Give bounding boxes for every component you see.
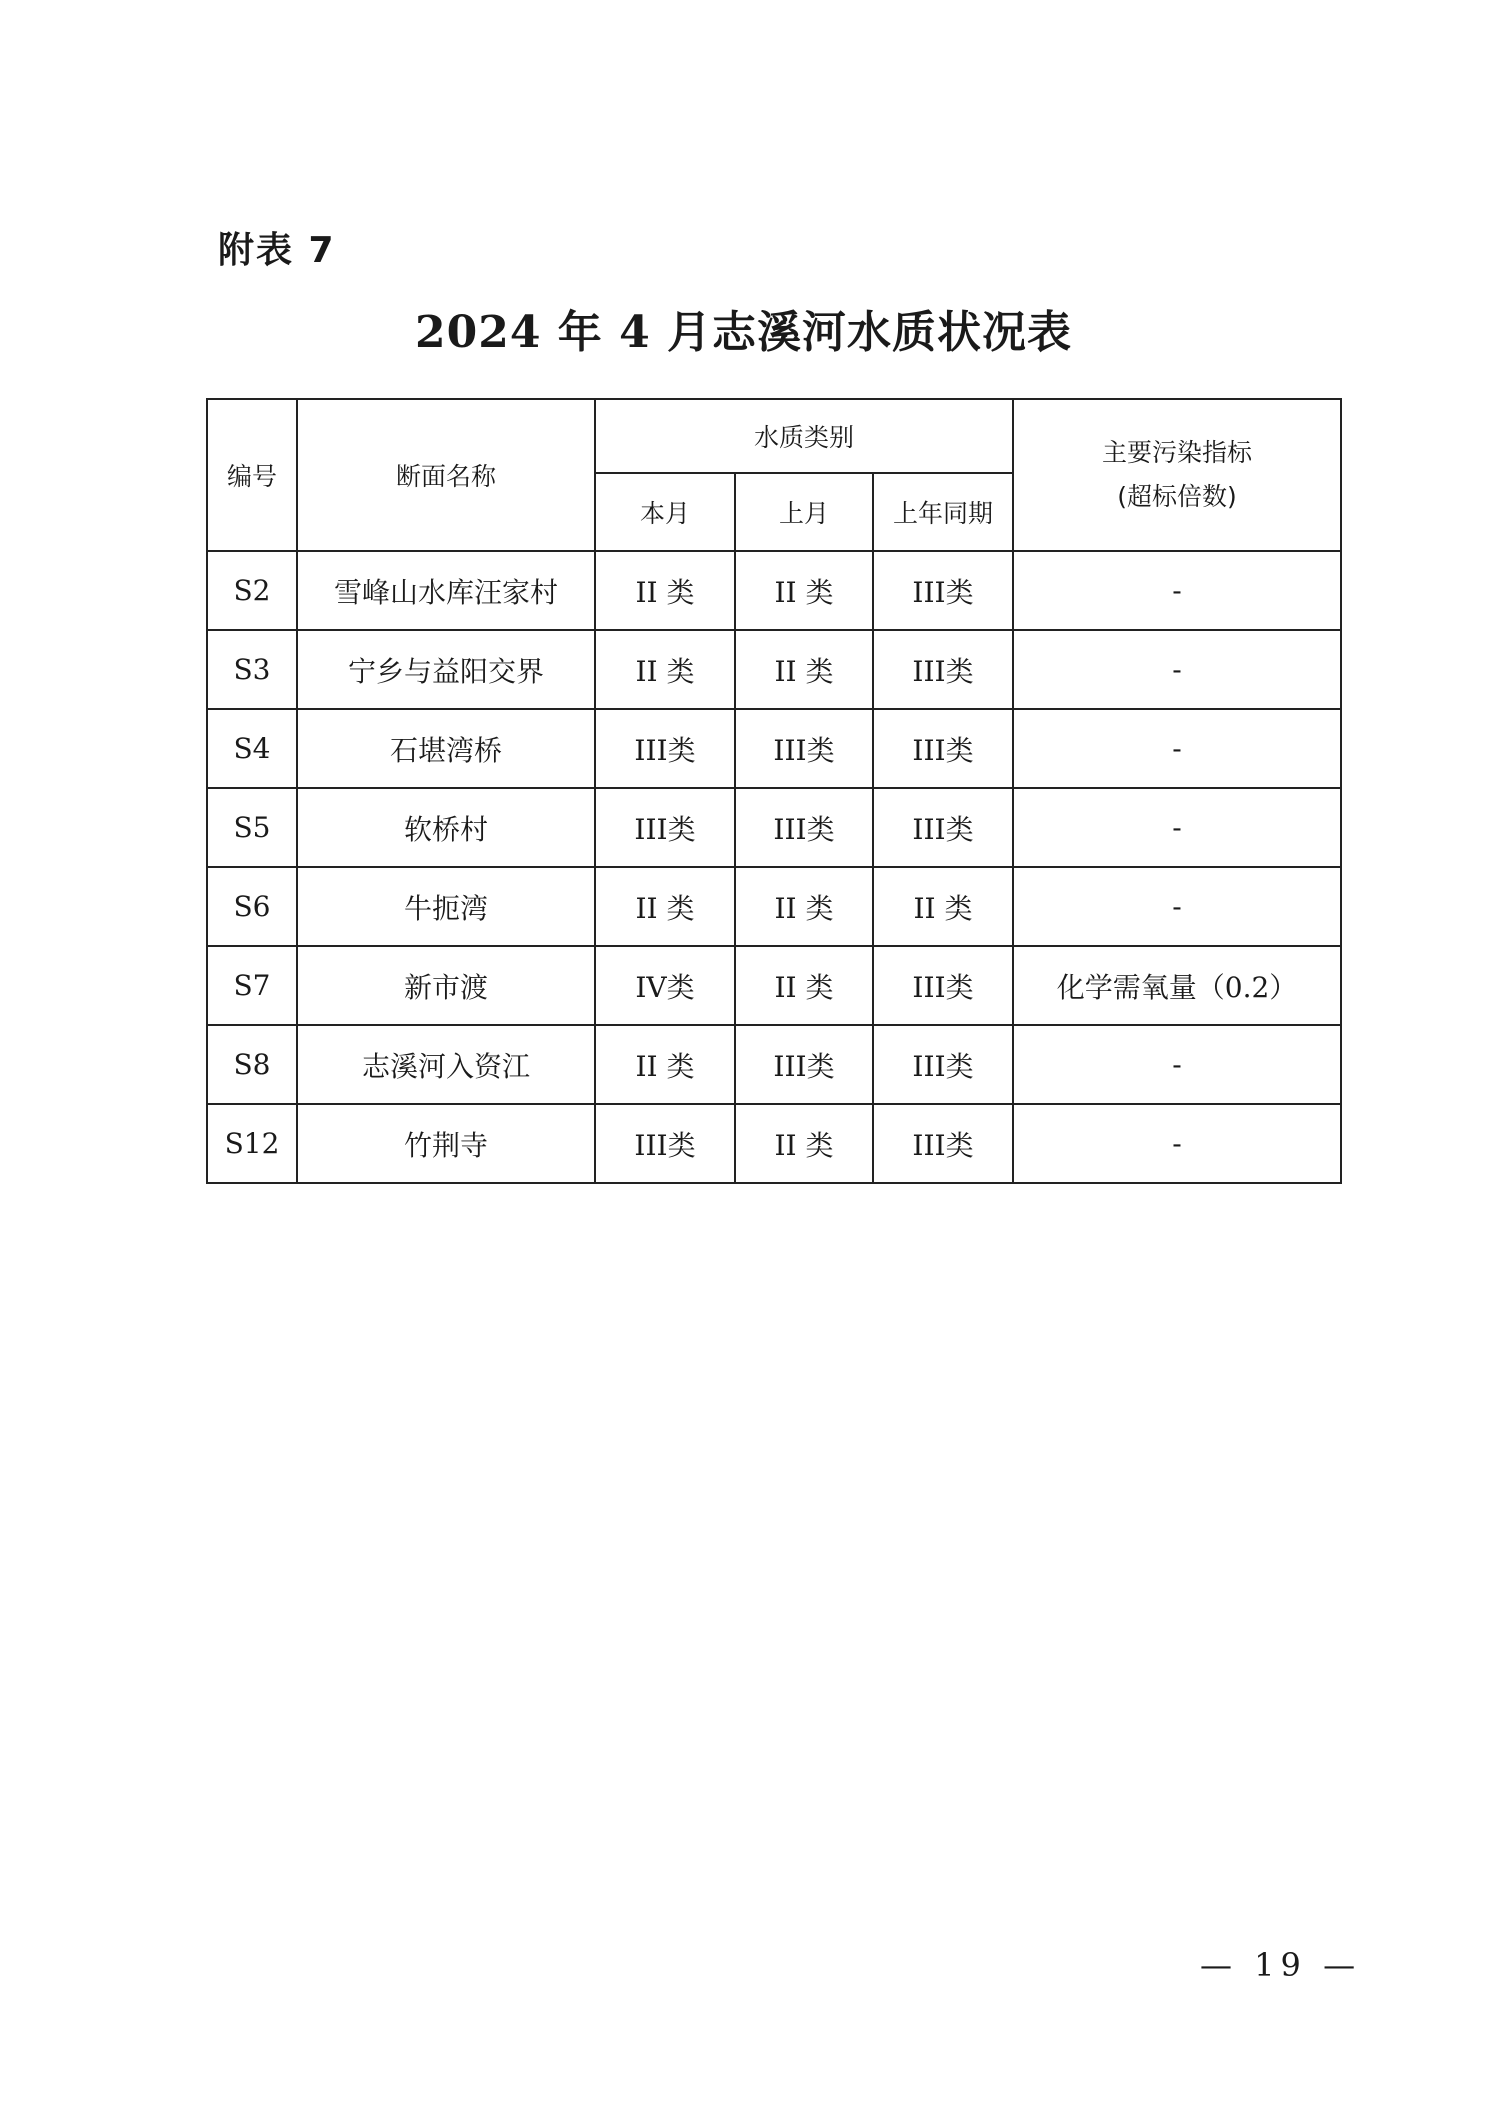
header-water-quality-class: 水质类别 — [595, 399, 1013, 473]
cell-last-year: III类 — [873, 630, 1013, 709]
cell-section-name: 牛扼湾 — [297, 867, 595, 946]
cell-this-month: II 类 — [595, 630, 735, 709]
water-quality-table — [206, 398, 1342, 1184]
page-title: 2024 年 4 月志溪河水质状况表 — [414, 307, 1073, 358]
cell-last-month: III类 — [735, 709, 873, 788]
cell-last-year: III类 — [873, 1025, 1013, 1104]
header-section-name: 断面名称 — [297, 399, 595, 551]
cell-code: S12 — [207, 1104, 297, 1183]
cell-last-month: II 类 — [735, 867, 873, 946]
header-main-pollutant-line1: 主要污染指标 — [1102, 438, 1253, 467]
cell-last-year: III类 — [873, 709, 1013, 788]
cell-code: S3 — [207, 630, 297, 709]
cell-last-month: II 类 — [735, 1104, 873, 1183]
cell-this-month: III类 — [595, 1104, 735, 1183]
cell-code: S4 — [207, 709, 297, 788]
cell-this-month: II 类 — [595, 867, 735, 946]
cell-pollutant: - — [1013, 867, 1341, 946]
cell-pollutant: - — [1013, 1104, 1341, 1183]
cell-last-year: II 类 — [873, 867, 1013, 946]
cell-code: S7 — [207, 946, 297, 1025]
cell-section-name: 志溪河入资江 — [297, 1025, 595, 1104]
cell-last-month: III类 — [735, 788, 873, 867]
table-row — [207, 630, 1341, 709]
table-row — [207, 709, 1341, 788]
cell-code: S6 — [207, 867, 297, 946]
table-row — [207, 788, 1341, 867]
header-same-period-last-year: 上年同期 — [873, 473, 1013, 551]
cell-section-name: 雪峰山水库汪家村 — [297, 551, 595, 630]
header-main-pollutant-line2: (超标倍数) — [1117, 482, 1237, 511]
table-row — [207, 867, 1341, 946]
cell-last-year: III类 — [873, 946, 1013, 1025]
cell-code: S8 — [207, 1025, 297, 1104]
header-main-pollutant — [1013, 399, 1341, 551]
cell-section-name: 软桥村 — [297, 788, 595, 867]
appendix-label: 附表 7 — [218, 230, 336, 271]
page-number: — 19 — — [1200, 1946, 1362, 1984]
cell-pollutant: - — [1013, 1025, 1341, 1104]
cell-pollutant: 化学需氧量（0.2） — [1013, 946, 1341, 1025]
cell-last-year: III类 — [873, 1104, 1013, 1183]
cell-code: S2 — [207, 551, 297, 630]
cell-this-month: III类 — [595, 788, 735, 867]
cell-pollutant: - — [1013, 630, 1341, 709]
cell-section-name: 石堪湾桥 — [297, 709, 595, 788]
cell-pollutant: - — [1013, 788, 1341, 867]
cell-pollutant: - — [1013, 709, 1341, 788]
cell-pollutant: - — [1013, 551, 1341, 630]
cell-code: S5 — [207, 788, 297, 867]
cell-this-month: IV类 — [595, 946, 735, 1025]
cell-section-name: 宁乡与益阳交界 — [297, 630, 595, 709]
header-code: 编号 — [207, 399, 297, 551]
header-this-month: 本月 — [595, 473, 735, 551]
cell-this-month: III类 — [595, 709, 735, 788]
cell-last-month: II 类 — [735, 551, 873, 630]
cell-last-year: III类 — [873, 788, 1013, 867]
cell-last-year: III类 — [873, 551, 1013, 630]
header-last-month: 上月 — [735, 473, 873, 551]
cell-last-month: II 类 — [735, 946, 873, 1025]
cell-last-month: II 类 — [735, 630, 873, 709]
cell-section-name: 竹荆寺 — [297, 1104, 595, 1183]
cell-this-month: II 类 — [595, 1025, 735, 1104]
cell-section-name: 新市渡 — [297, 946, 595, 1025]
table-row — [207, 1025, 1341, 1104]
table-row — [207, 1104, 1341, 1183]
table-row — [207, 946, 1341, 1025]
cell-this-month: II 类 — [595, 551, 735, 630]
table-row — [207, 551, 1341, 630]
cell-last-month: III类 — [735, 1025, 873, 1104]
